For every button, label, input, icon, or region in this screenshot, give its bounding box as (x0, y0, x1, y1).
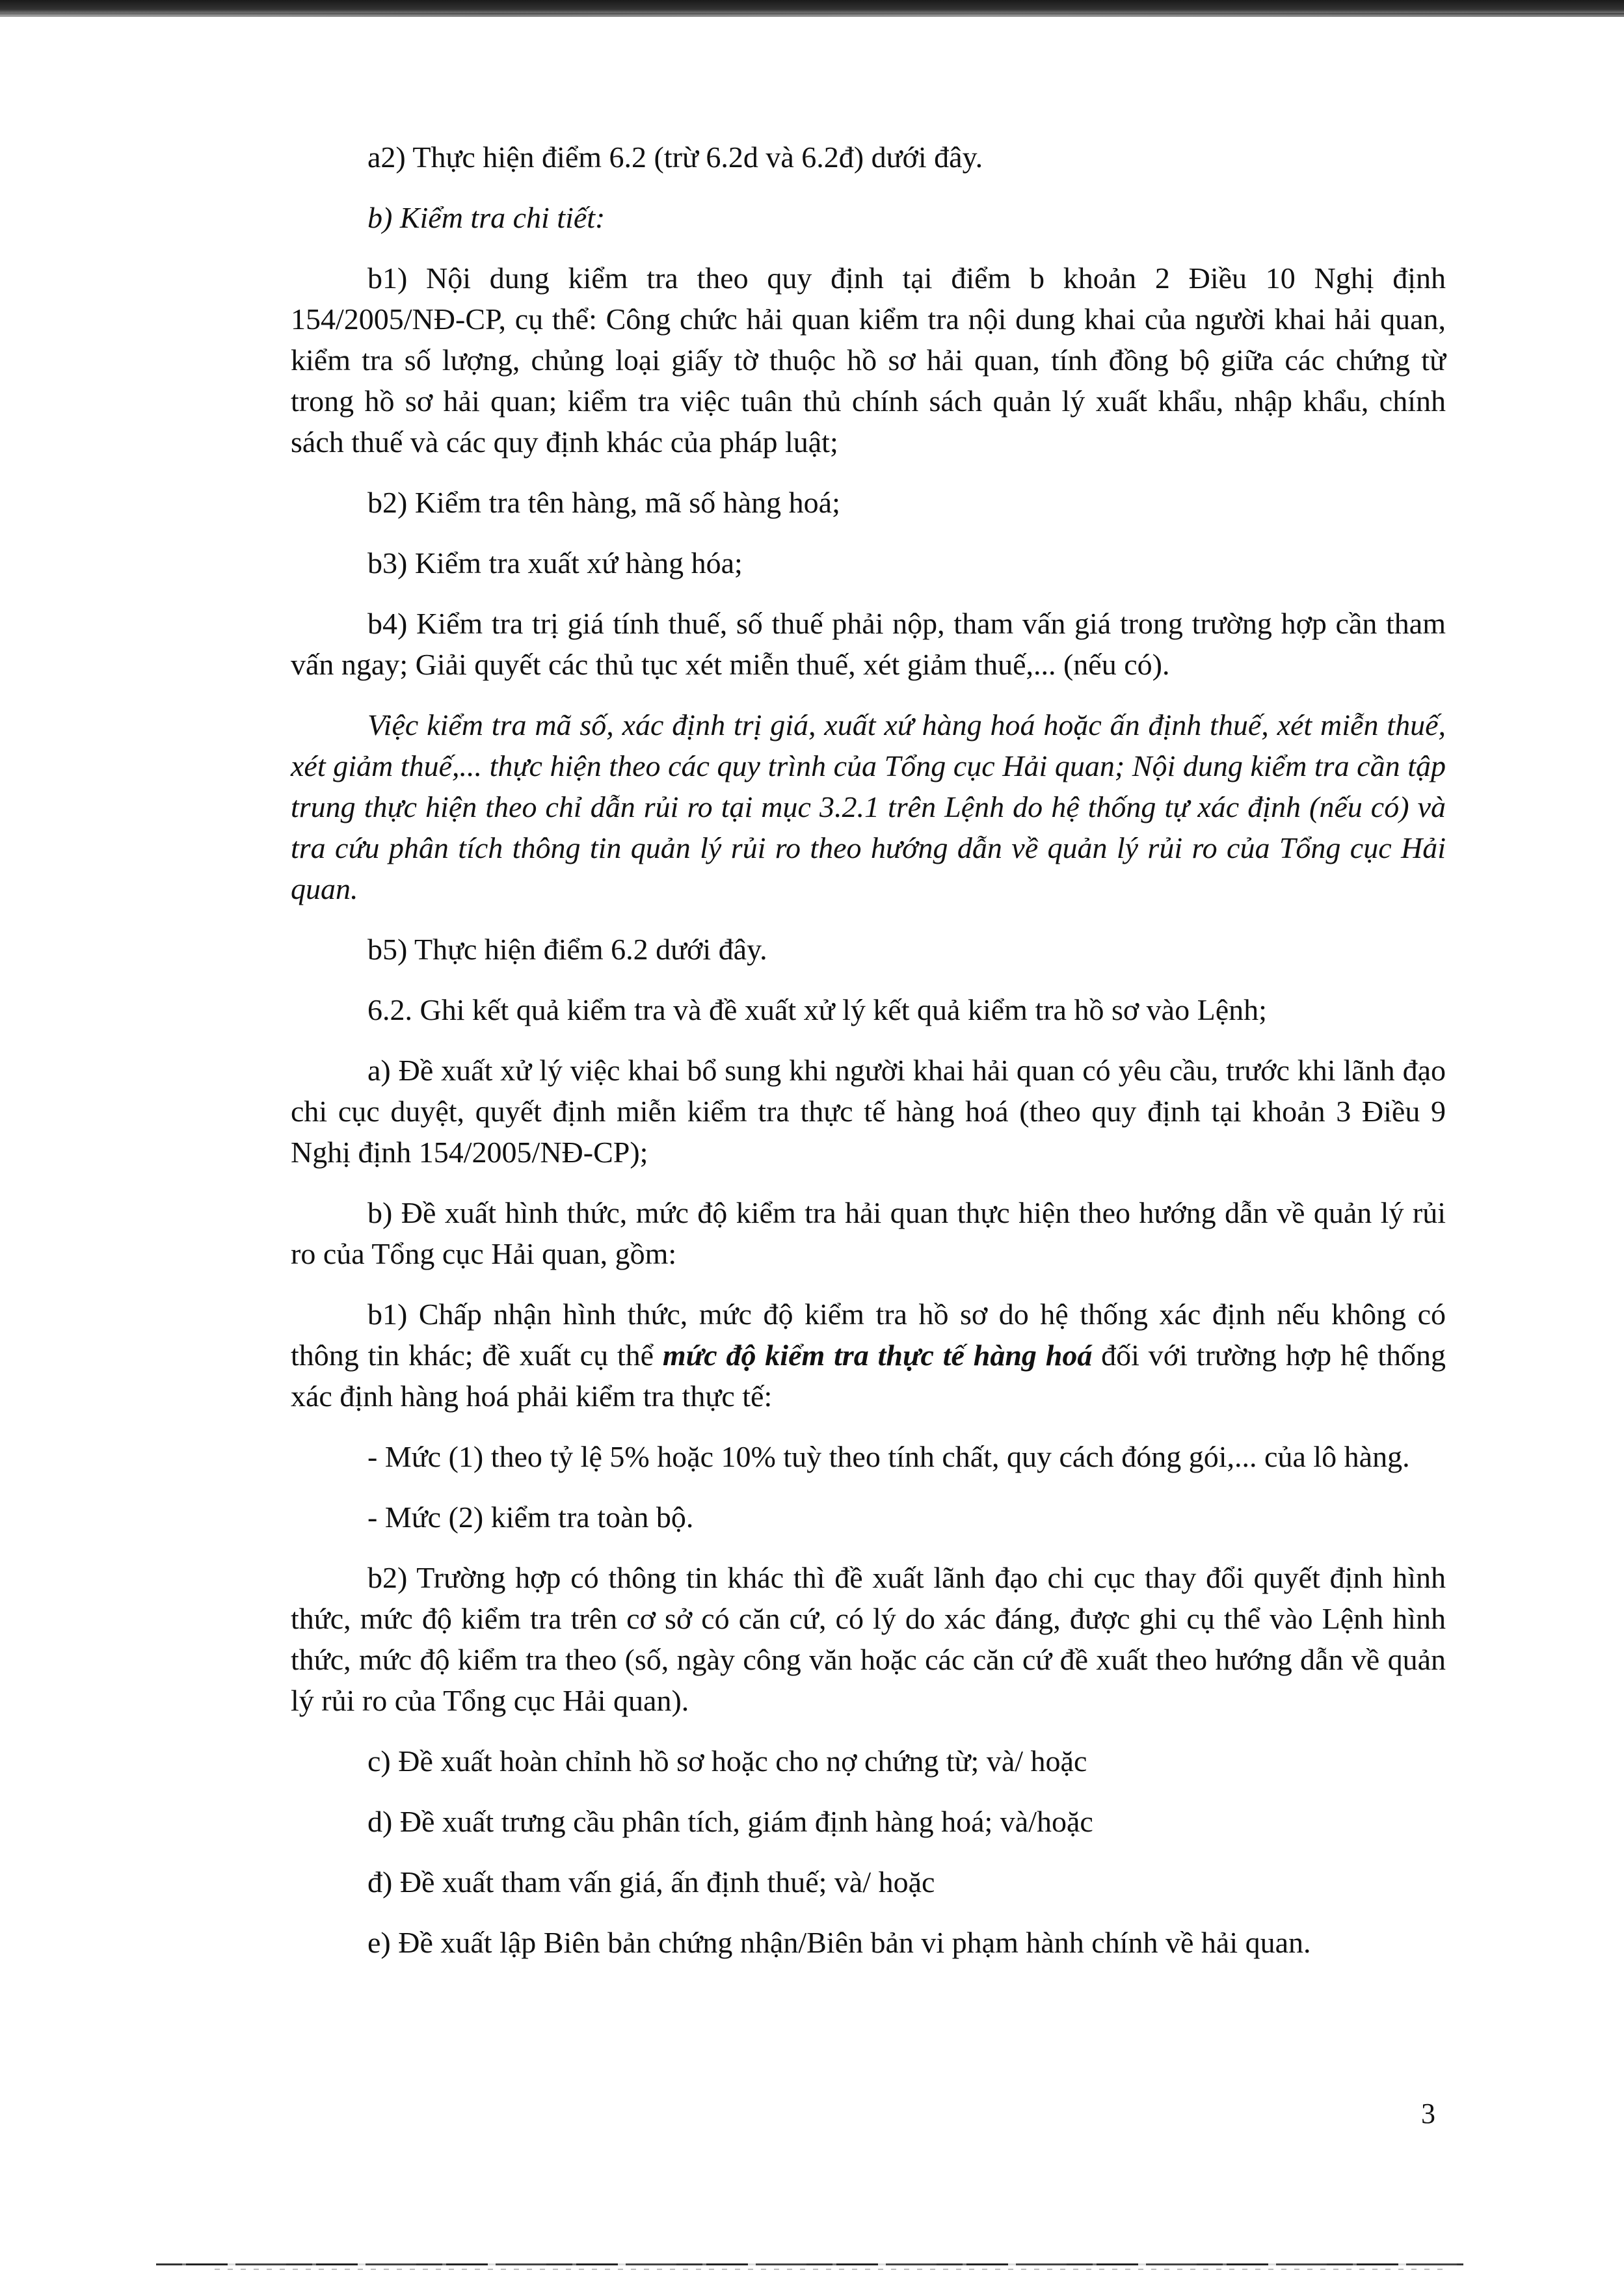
paragraph-b2: b2) Kiểm tra tên hàng, mã số hàng hoá; (367, 486, 840, 519)
paragraph-6-2-b2: b2) Trường hợp có thông tin khác thì đề xuất lãnh đạo chi cục thay đổi quyết định hình thức, mức độ kiểm tra trên cơ sở có căn cứ, có lý do xác đáng, được ghi cụ thể vào Lệnh hình thức, mức độ kiểm tra theo (số, ngày công văn hoặc các căn cứ đề xuất theo hướng dẫn về quản lý rủi ro của Tổng cục Hải quan). (291, 1561, 1446, 1717)
paragraph-b5: b5) Thực hiện điểm 6.2 dưới đây. (367, 933, 767, 966)
paragraph-6-2-e: e) Đề xuất lập Biên bản chứng nhận/Biên bản vi phạm hành chính về hải quan. (367, 1926, 1311, 1959)
paragraph-6-2-c: c) Đề xuất hoàn chỉnh hồ sơ hoặc cho nợ chứng từ; và/ hoặc (367, 1744, 1087, 1778)
b1-text-after: đối với trường hợp hệ thống xác định hàng hoá phải kiểm tra thực tế: (291, 1339, 1446, 1413)
heading-b-detailed-check: b) Kiểm tra chi tiết: (367, 201, 606, 234)
scan-top-edge (0, 13, 1624, 17)
paragraph-6-2-b: b) Đề xuất hình thức, mức độ kiểm tra hải quan thực hiện theo hướng dẫn về quản lý rủi ro của Tổng cục Hải quan, gồm: (291, 1196, 1446, 1270)
paragraph-6-2-a: a) Đề xuất xử lý việc khai bổ sung khi người khai hải quan có yêu cầu, trước khi lãnh đạo chi cục duyệt, quyết định miễn kiểm tra thực tế hàng hoá (theo quy định tại khoản 3 Điều 9 Nghị định 154/2005/NĐ-CP); (291, 1054, 1446, 1169)
paragraph-b1: b1) Nội dung kiểm tra theo quy định tại điểm b khoản 2 Điều 10 Nghị định 154/2005/NĐ-CP, cụ thể: Công chức hải quan kiểm tra nội dung khai của người khai hải quan, kiểm tra số lượng, chủng loại giấy tờ thuộc hồ sơ hải quan, tính đồng bộ giữa các chứng từ trong hồ sơ hải quan; kiểm tra việc tuân thủ chính sách quản lý xuất khẩu, nhập khẩu, chính sách thuế và các quy định khác của pháp luật; (291, 261, 1446, 459)
paragraph-6-2-b1 (291, 1294, 1446, 1417)
scan-bottom-noise (215, 2269, 1450, 2270)
paragraph-level-2: - Mức (2) kiểm tra toàn bộ. (367, 1501, 694, 1534)
paragraph-a2: a2) Thực hiện điểm 6.2 (trừ 6.2d và 6.2đ) dưới đây. (367, 140, 983, 174)
page-number: 3 (1421, 2098, 1435, 2129)
paragraph-6-2-d: d) Đề xuất trưng cầu phân tích, giám định hàng hoá; và/hoặc (367, 1805, 1093, 1838)
paragraph-italic-note: Việc kiểm tra mã số, xác định trị giá, xuất xứ hàng hoá hoặc ấn định thuế, xét miễn thuế, xét giảm thuế,... thực hiện theo các quy trình của Tổng cục Hải quan; Nội dung kiểm tra cần tập trung thực hiện theo chỉ dẫn rủi ro tại mục 3.2.1 trên Lệnh do hệ thống tự xác định (nếu có) và tra cứu phân tích thông tin quản lý rủi ro theo hướng dẫn về quản lý rủi ro của Tổng cục Hải quan. (291, 708, 1446, 905)
b1-text-before: b1) Chấp nhận hình thức, mức độ kiểm tra hồ sơ do hệ thống xác định nếu không có thông tin khác; đề xuất cụ thể (291, 1298, 1446, 1372)
paragraph-6-2: 6.2. Ghi kết quả kiểm tra và đề xuất xử lý kết quả kiểm tra hồ sơ vào Lệnh; (367, 993, 1267, 1026)
paragraph-b4: b4) Kiểm tra trị giá tính thuế, số thuế phải nộp, tham vấn giá trong trường hợp cần tham vấn ngay; Giải quyết các thủ tục xét miễn thuế, xét giảm thuế,... (nếu có). (291, 607, 1446, 681)
b1-emphasis: mức độ kiểm tra thực tế hàng hoá (662, 1339, 1093, 1372)
scan-bottom-border (156, 2263, 1463, 2265)
paragraph-6-2-dd: đ) Đề xuất tham vấn giá, ấn định thuế; và/ hoặc (367, 1865, 935, 1899)
document-body (291, 137, 1446, 1982)
paragraph-level-1: - Mức (1) theo tỷ lệ 5% hoặc 10% tuỳ theo tính chất, quy cách đóng gói,... của lô hàng. (367, 1440, 1410, 1473)
paragraph-b3: b3) Kiểm tra xuất xứ hàng hóa; (367, 546, 743, 580)
